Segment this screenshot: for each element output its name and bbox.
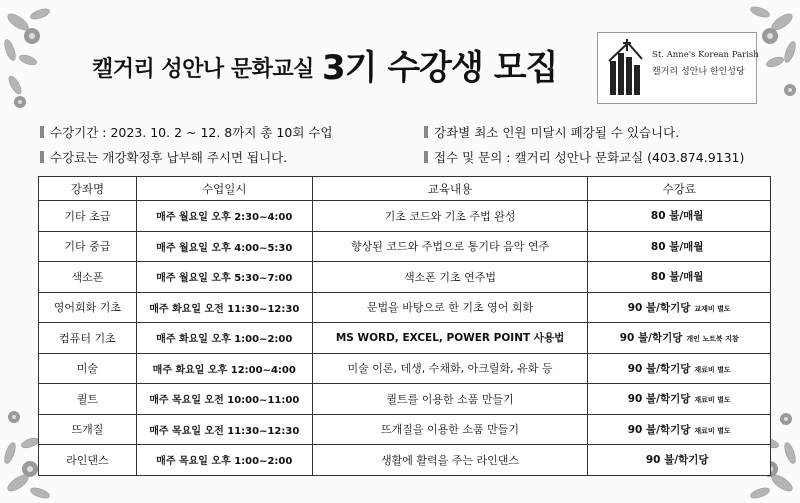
fee-amount: 90 불/학기당 [619,332,683,345]
info-contact-text: 접수 및 문의 : 캘거리 성안나 문화교실 (403.874.9131) [434,150,745,165]
logo-english-name: St. Anne's Korean Parish [652,50,759,60]
info-contact [424,148,744,166]
course-time: 매주 목요일 오전 10:00~11:00 [136,384,312,415]
course-fee [588,414,771,445]
parish-logo [597,32,757,104]
course-fee [588,231,771,262]
course-time: 매주 목요일 오후 1:00~2:00 [136,445,312,476]
course-time: 매주 월요일 오후 2:30~4:00 [136,201,312,232]
floral-decoration-top-left-icon [0,0,80,110]
header-class-time: 수업일시 [136,177,312,201]
fee-note: 재료비 별도 [694,365,731,374]
info-payment [40,148,287,166]
fee-note: 교재비 별도 [694,304,731,313]
course-time: 매주 목요일 오전 11:30~12:30 [136,414,312,445]
course-time: 매주 화요일 오전 11:30~12:30 [136,292,312,323]
fee-note: 재료비 별도 [694,426,731,435]
header-subtitle: 캘거리 성안나 문화교실 [92,57,314,82]
course-content: 향상된 코드와 주법으로 통기타 음악 연주 [312,231,588,262]
course-content: MS WORD, EXCEL, POWER POINT 사용법 [312,323,588,354]
course-time: 매주 화요일 오후 12:00~4:00 [136,353,312,384]
course-content: 뜨개질을 이용한 소품 만들기 [312,414,588,445]
course-fee [588,262,771,293]
table-row [39,384,771,415]
table-row [39,262,771,293]
course-name: 영어회화 기초 [39,292,137,323]
table-row [39,414,771,445]
fee-amount: 80 불/매월 [650,271,704,284]
fee-note: 재료비 별도 [694,396,731,405]
header-course-name: 강좌명 [39,177,137,201]
info-payment-text: 수강료는 개강확정후 납부해 주시면 됩니다. [50,150,288,165]
table-header-row [39,177,771,201]
course-content: 문법을 바탕으로 한 기초 영어 회화 [312,292,588,323]
course-fee [588,292,771,323]
fee-amount: 90 불/학기당 [627,423,691,436]
course-table [38,176,771,476]
info-period [40,123,333,141]
course-content: 색소폰 기초 연주법 [312,262,588,293]
course-name: 퀼트 [39,384,137,415]
course-time: 매주 월요일 오후 5:30~7:00 [136,262,312,293]
course-content: 퀼트를 이용한 소품 만들기 [312,384,588,415]
course-time: 매주 월요일 오후 4:00~5:30 [136,231,312,262]
table-row [39,201,771,232]
header-content: 교육내용 [312,177,588,201]
church-logo-icon [606,39,650,97]
course-name: 기타 중급 [39,231,137,262]
fee-amount: 80 불/매월 [650,210,704,223]
course-name: 라인댄스 [39,445,137,476]
course-fee [588,445,771,476]
fee-amount: 80 불/매월 [650,240,704,253]
course-content: 생활에 활력을 주는 라인댄스 [312,445,588,476]
course-fee [588,323,771,354]
info-cancel-text: 강좌별 최소 인원 미달시 폐강될 수 있습니다. [434,125,680,140]
course-fee [588,353,771,384]
course-time: 매주 화요일 오후 1:00~2:00 [136,323,312,354]
info-period-text: 수강기간 : 2023. 10. 2 ~ 12. 8까지 총 10회 수업 [50,125,333,140]
course-name: 컴퓨터 기초 [39,323,137,354]
course-content: 기초 코드와 기초 주법 완성 [312,201,588,232]
course-fee [588,384,771,415]
table-row [39,323,771,354]
fee-amount: 90 불/학기당 [627,393,691,406]
fee-note: 개인 노트북 지참 [686,335,739,344]
table-row [39,231,771,262]
course-content: 미술 이론, 데생, 수채화, 아크릴화, 유화 등 [312,353,588,384]
course-name: 기타 초급 [39,201,137,232]
bullet-bar-icon [40,126,44,138]
course-fee [588,201,771,232]
course-name: 색소폰 [39,262,137,293]
bullet-bar-icon [40,151,44,163]
info-cancel [424,123,679,141]
page-title: 3기 수강생 모집 [322,48,558,88]
fee-amount: 90 불/학기당 [645,454,709,467]
bullet-bar-icon [424,151,428,163]
header-fee: 수강료 [588,177,771,201]
table-row [39,292,771,323]
fee-amount: 90 불/학기당 [627,362,691,375]
table-row [39,445,771,476]
bullet-bar-icon [424,126,428,138]
fee-amount: 90 불/학기당 [627,301,691,314]
course-name: 미술 [39,353,137,384]
logo-korean-name: 캘거리 성안나 한인성당 [652,67,745,77]
course-name: 뜨개질 [39,414,137,445]
table-row [39,353,771,384]
